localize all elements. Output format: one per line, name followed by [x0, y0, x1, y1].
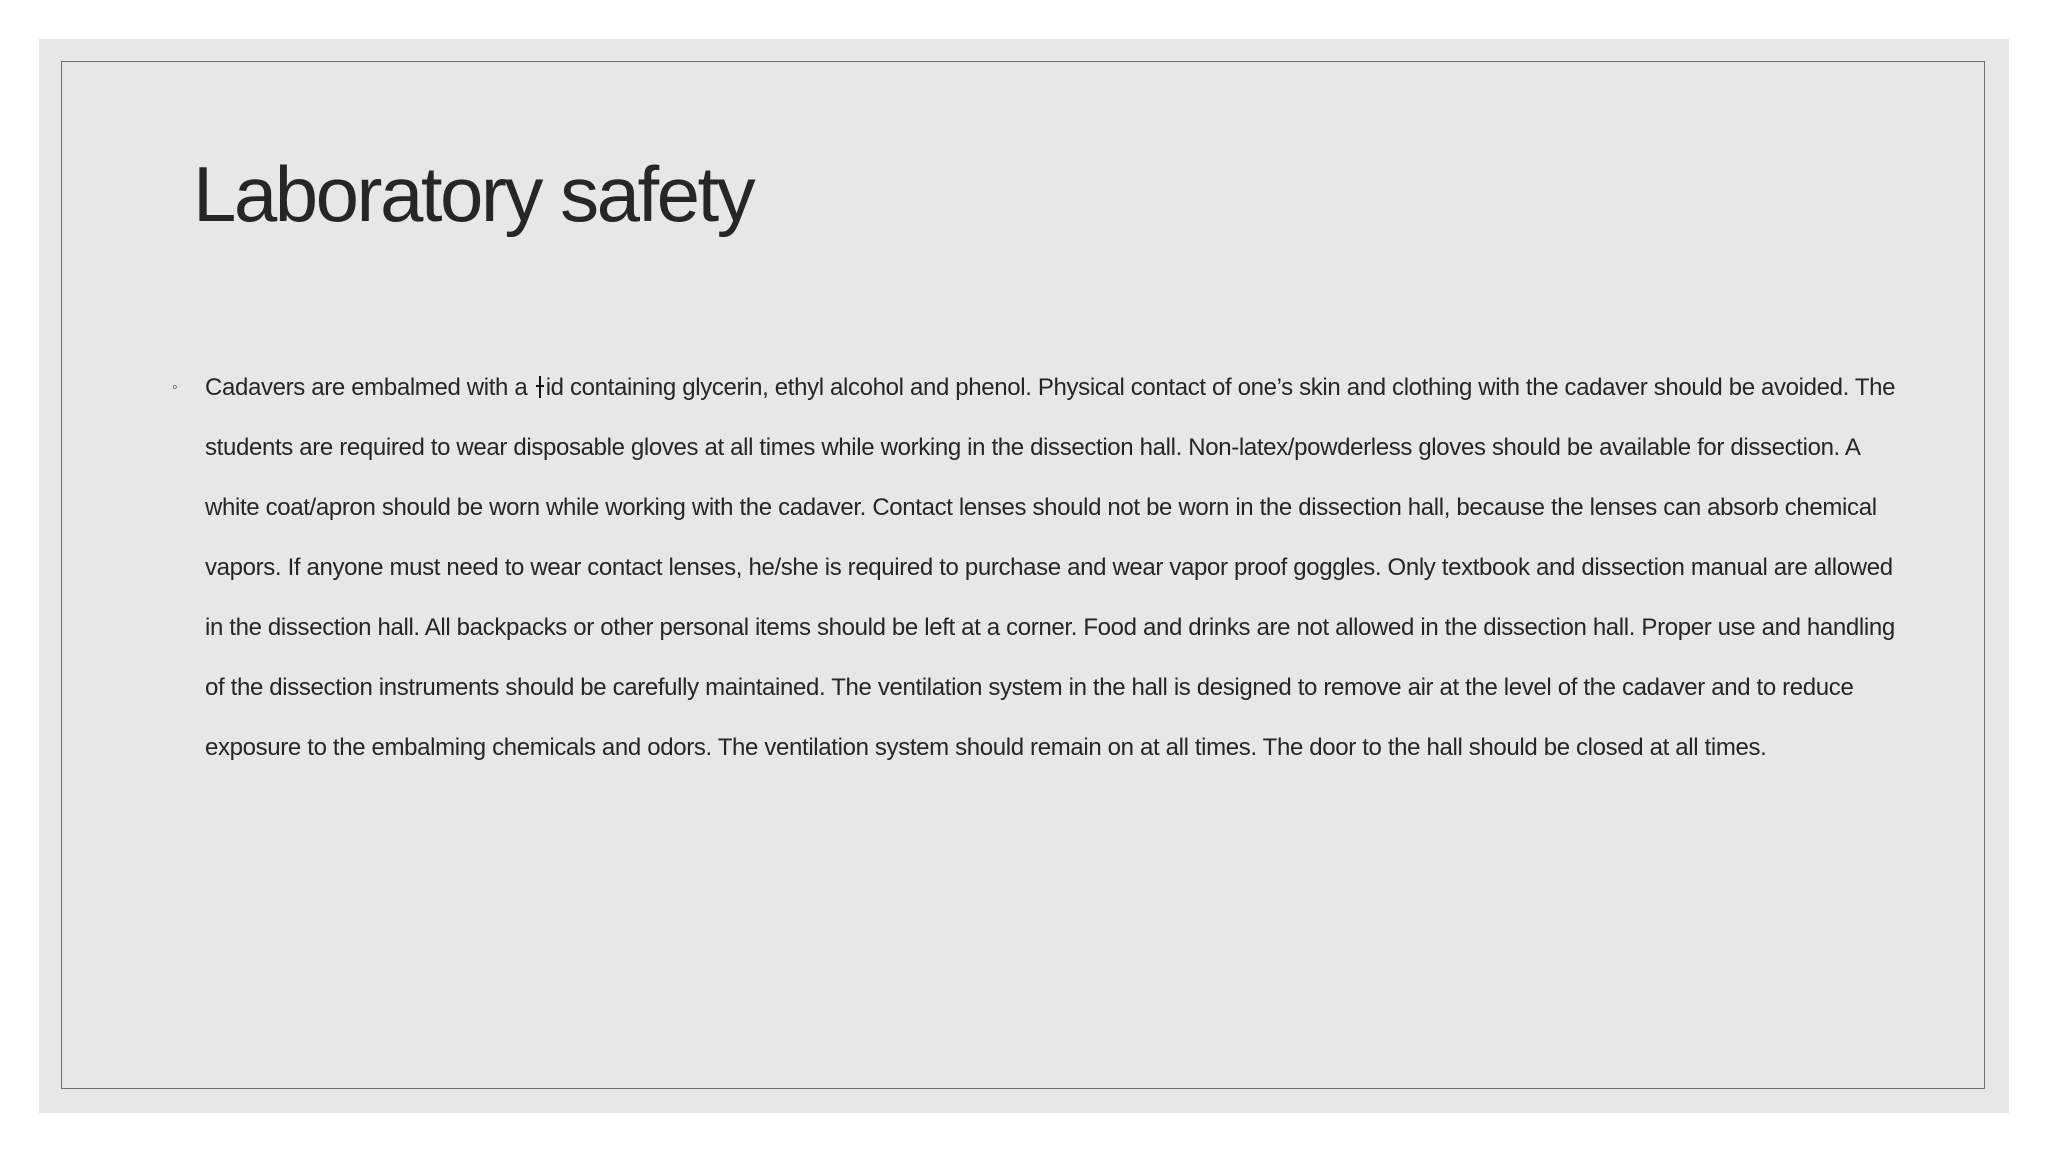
slide-title[interactable]: Laboratory safety: [193, 150, 754, 238]
bullet-item: [172, 358, 1902, 778]
bullet-text-part-2: id containing glycerin, ethyl alcohol and phenol. Physical contact of one’s skin and clothing with the cadaver should be avoided. The students are required to wear disposable gloves at all times while working in the dissection hall. Non-latex/powderless gloves should be available for dissection. A white coat/apron should be worn while working with the cadaver. Contact lenses should not be worn in the dissection hall, because the lenses can absorb chemical vapors. If anyone must need to wear contact lenses, he/she is required to purchase and wear vapor proof goggles. Only textbook and dissection manual are allowed in the dissection hall. All backpacks or other personal items should be left at a corner. Food and drinks are not allowed in the dissection hall. Proper use and handling of the dissection instruments should be carefully maintained. The ventilation system in the hall is designed to remove air at the level of the cadaver and to reduce exposure to the embalming chemicals and odors. The ventilation system should remain on at all times. The door to the hall should be closed at all times.: [205, 374, 1896, 761]
slide-content-placeholder[interactable]: [172, 358, 1902, 898]
text-cursor-icon: [536, 376, 544, 398]
slide: [39, 39, 2009, 1113]
bullet-text[interactable]: [205, 358, 1902, 778]
bullet-text-part-1: Cadavers are embalmed with a: [205, 374, 534, 401]
bullet-circle-icon: ◦: [172, 379, 178, 396]
